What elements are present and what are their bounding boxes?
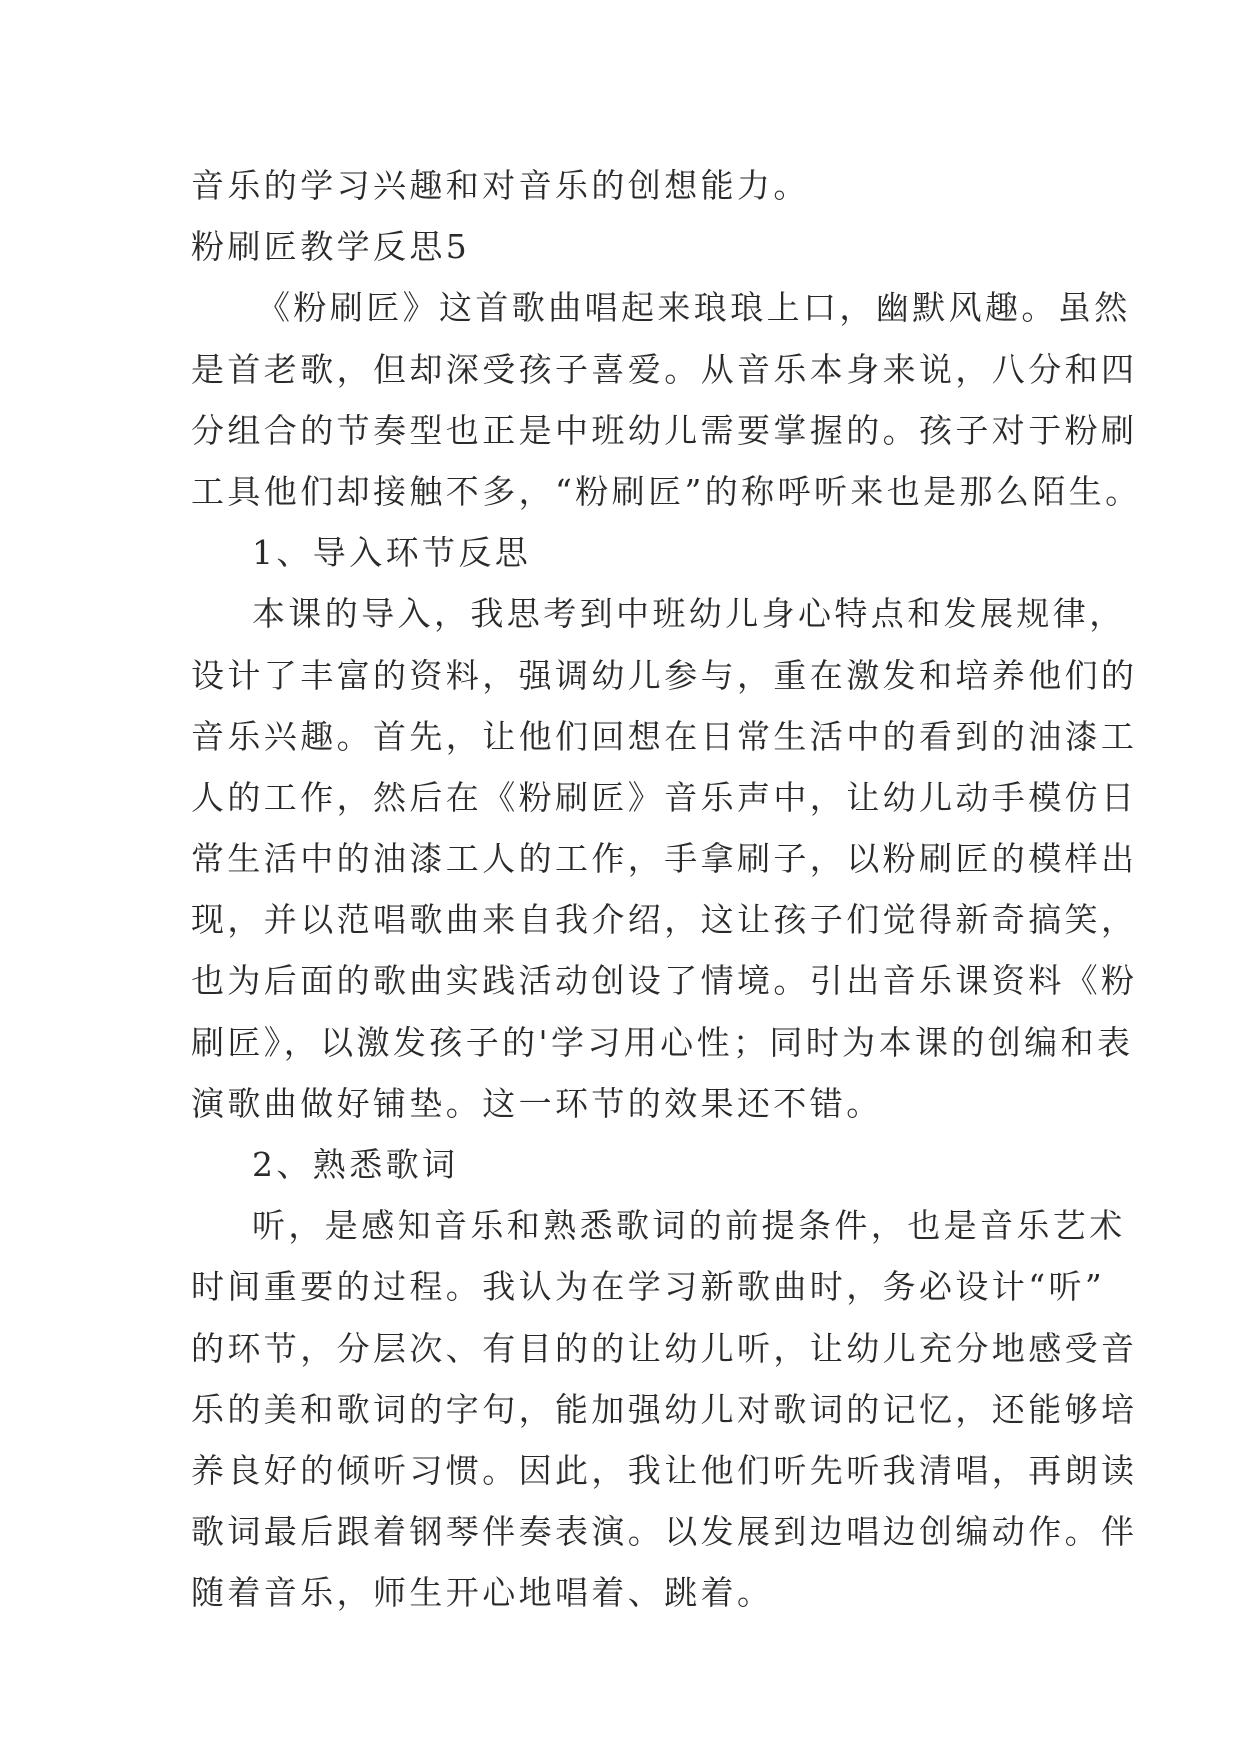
paragraph-line: 分组合的节奏型也正是中班幼儿需要掌握的。孩子对于粉刷: [191, 410, 1138, 450]
paragraph-line: 《粉刷匠》这首歌曲唱起来琅琅上口，幽默风趣。虽然: [257, 288, 1131, 328]
paragraph-line: 人的工作，然后在《粉刷匠》音乐声中，让幼儿动手模仿日: [191, 777, 1138, 817]
paragraph-line: 设计了丰富的资料，强调幼儿参与，重在激发和培养他们的: [191, 655, 1138, 695]
paragraph-line: 本课的导入，我思考到中班幼儿身心特点和发展规律，: [252, 594, 1126, 634]
paragraph-line: 听，是感知音乐和熟悉歌词的前提条件，也是音乐艺术: [252, 1206, 1126, 1246]
paragraph-line: 演歌曲做好铺垫。这一环节的效果还不错。: [191, 1083, 883, 1123]
paragraph-line: 常生活中的油漆工人的工作，手拿刷子，以粉刷匠的模样出: [191, 839, 1138, 879]
paragraph-line: 工具他们却接触不多，“粉刷匠”的称呼听来也是那么陌生。: [191, 471, 1142, 511]
paragraph-line: 歌词最后跟着钢琴伴奏表演。以发展到边唱边创编动作。伴: [191, 1512, 1138, 1552]
paragraph-line: 随着音乐，师生开心地唱着、跳着。: [191, 1573, 774, 1613]
paragraph-line: 音乐兴趣。首先，让他们回想在日常生活中的看到的油漆工: [191, 716, 1138, 756]
subsection-heading: 1、导入环节反思: [252, 533, 532, 573]
paragraph-line: 时间重要的过程。我认为在学习新歌曲时，务必设计“听”: [191, 1267, 1106, 1307]
paragraph-line: 养良好的倾听习惯。因此，我让他们听先听我清唱，再朗读: [191, 1450, 1138, 1490]
paragraph-line: 刷匠》，以激发孩子的'学习用心性；同时为本课的创编和表: [191, 1022, 1134, 1062]
document-body: [191, 155, 1142, 1624]
paragraph-line: 是首老歌，但却深受孩子喜爱。从音乐本身来说，八分和四: [191, 349, 1138, 389]
paragraph-line: 现，并以范唱歌曲来自我介绍，这让孩子们觉得新奇搞笑，: [191, 900, 1138, 940]
subsection-heading: 2、熟悉歌词: [252, 1145, 459, 1184]
paragraph-line: 也为后面的歌曲实践活动创设了情境。引出音乐课资料《粉: [191, 961, 1138, 1001]
paragraph-line: 的环节，分层次、有目的的让幼儿听，让幼儿充分地感受音: [191, 1328, 1138, 1368]
text-line: 音乐的学习兴趣和对音乐的创想能力。: [191, 166, 810, 205]
section-heading: 粉刷匠教学反思5: [191, 227, 471, 267]
paragraph-line: 乐的美和歌词的字句，能加强幼儿对歌词的记忆，还能够培: [191, 1389, 1138, 1429]
